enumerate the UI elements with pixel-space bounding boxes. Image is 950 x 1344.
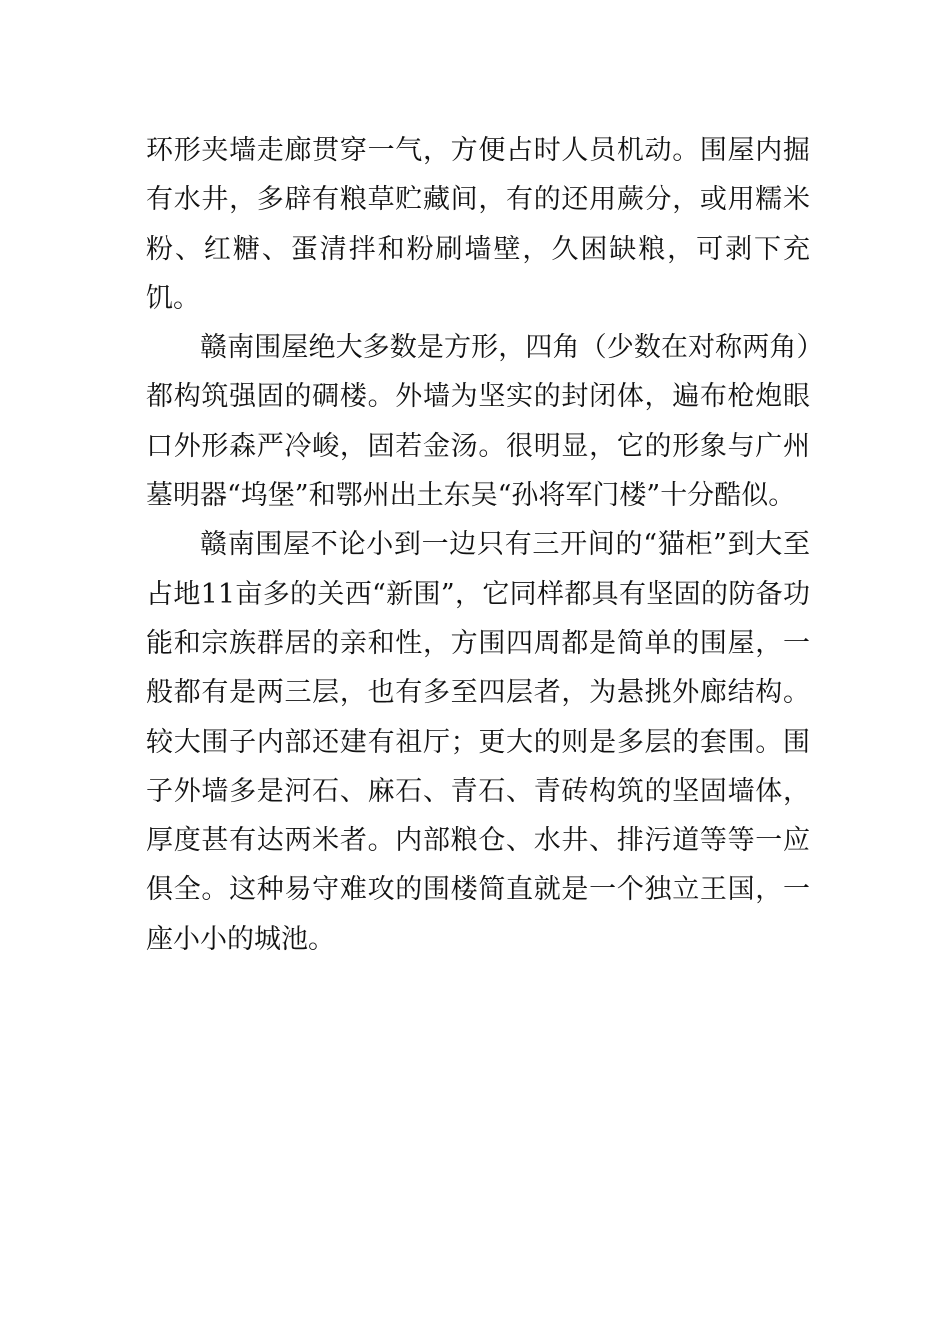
paragraph-continuation: 环形夹墙走廊贯穿一气，方便占时人员机动。围屋内掘有水井，多辟有粮草贮藏间，有的还用蕨分，或用糯米粉、红糖、蛋清拌和粉刷墙壁，久困缺粮，可剥下充饥。 [146,135,810,314]
body-text [146,126,810,964]
paragraph-square-weiwu: 赣南围屋绝大多数是方形，四角（少数在对称两角）都构筑强固的碉楼。外墙为坚实的封闭体，遍布枪炮眼口外形森严冷峻，固若金汤。很明显，它的形象与广州墓明器“坞堡”和鄂州出土东吴“孙将军门楼”十分酷似。 [146,332,810,512]
paragraph-defense-function: 赣南围屋不论小到一边只有三开间的“猫柜”到大至占地11亩多的关西“新围”，它同样都具有坚固的防备功能和宗族群居的亲和性，方围四周都是简单的围屋，一般都有是两三层，也有多至四层者，为悬挑外廊结构。较大围子内部还建有祖厅；更大的则是多层的套围。围子外墙多是河石、麻石、青石、青砖构筑的坚固墙体，厚度甚有达两米者。内部粮仓、水井、排污道等等一应俱全。这种易守难攻的围楼简直就是一个独立王国，一座小小的城池。 [146,529,810,955]
